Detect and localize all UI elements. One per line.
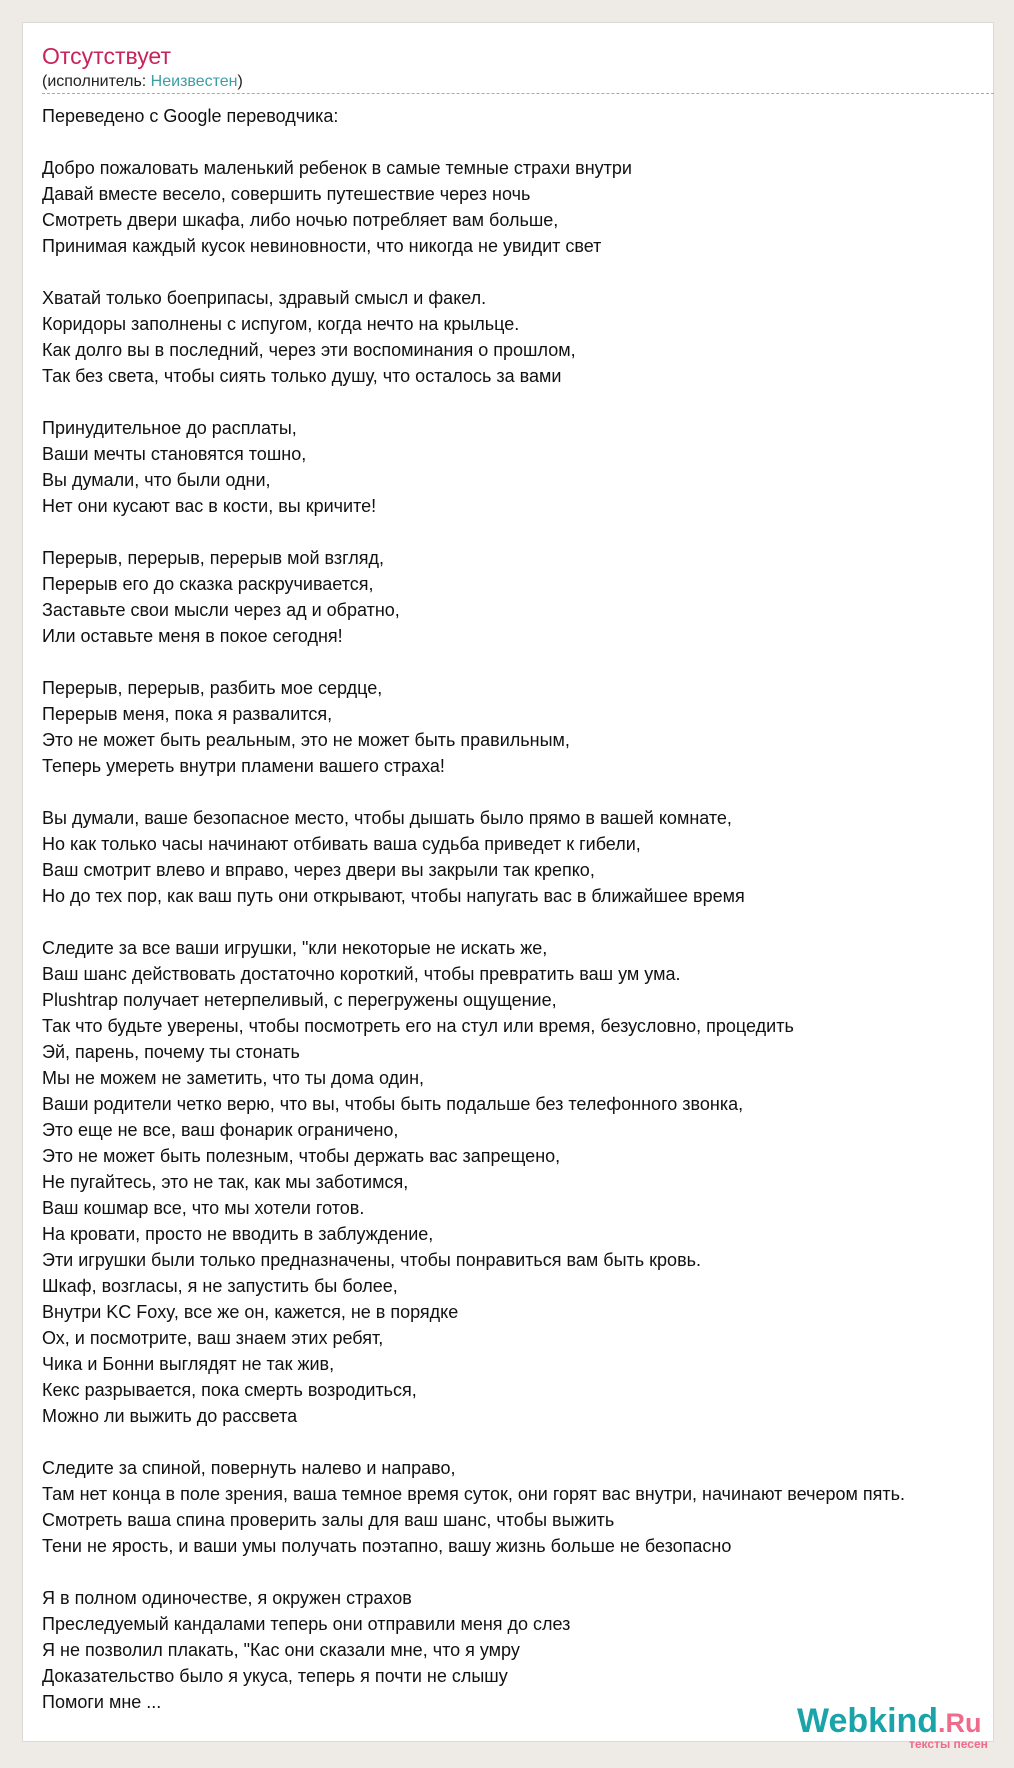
dashed-divider — [42, 93, 994, 94]
song-title: Отсутствует — [42, 43, 171, 69]
site-logo[interactable] — [797, 1702, 988, 1751]
artist-prefix: (исполнитель: — [42, 73, 151, 90]
logo-tagline: тексты песен — [909, 1737, 988, 1751]
logo-name: Webkind — [797, 1702, 939, 1740]
logo-tld: .Ru — [938, 1708, 982, 1738]
lyrics-text: Переведено с Google переводчика: Добро пожаловать маленький ребенок в самые темные страхи внутри Давай вместе весело, совершить путешествие через ночь Смотреть двери шкафа, либо ночью потребляет вам больше, Принимая каждый кусок невиновности, что никогда не увидит свет Хватай только боеприпасы, здравый смысл и факел. Коридоры заполнены с испугом, когда нечто на крыльце. Как долго вы в последний, через эти воспоминания о прошлом, Так без света, чтобы сиять только душу, что осталось за вами Принудительное до расплаты, Ваши мечты становятся тошно, Вы думали, что были одни, Нет они кусают вас в кости, вы кричите! Перерыв, перерыв, перерыв мой взгляд, Перерыв его до сказка раскручивается, Заставьте свои мысли через ад и обратно, Или оставьте меня в покое сегодня! Перерыв, перерыв, разбить мое сердце, Перерыв меня, пока я развалится, Это не может быть реальным, это не может быть правильным, Теперь умереть внутри пламени вашего страха! Вы думали, ваше безопасное место, чтобы дышать было прямо в вашей комнате, Но как только часы начинают отбивать ваша судьба приведет к гибели, Ваш смотрит влево и вправо, через двери вы закрыли так крепко, Но до тех пор, как ваш путь они открывают, чтобы напугать вас в ближайшее время Следите за все ваши игрушки, "кли некоторые не искать же, Ваш шанс действовать достаточно короткий, чтобы превратить ваш ум ума. Plushtrap получает нетерпеливый, с перегружены ощущение, Так что будьте уверены, чтобы посмотреть его на стул или время, безусловно, процедить Эй, парень, почему ты стонать Мы не можем не заметить, что ты дома один, Ваши родители четко верю, что вы, чтобы быть подальше без телефонного звонка, Это еще не все, ваш фонарик ограничено, Это не может быть полезным, чтобы держать вас запрещено, Не пугайтесь, это не так, как мы заботимся, Ваш кошмар все, что мы хотели готов. На кровати, просто не вводить в заблуждение, Эти игрушки были только предназначены, чтобы понравиться вам быть кровь. Шкаф, возгласы, я не запустить бы более, Внутри KC Foxy, все же он, кажется, не в порядке Ох, и посмотрите, ваш знаем этих ребят, Чика и Бонни выглядят не так жив, Кекс разрывается, пока смерть возродиться, Можно ли выжить до рассвета Следите за спиной, повернуть налево и направо, Там нет конца в поле зрения, ваша темное время суток, они горят вас внутри, начинают вечером пять. Смотреть ваша спина проверить залы для ваш шанс, чтобы выжить Тени не ярость, и ваши умы получать поэтапно, вашу жизнь больше не безопасно Я в полном одиночестве, я окружен страхов Преследуемый кандалами теперь они отправили меня до слез Я не позволил плакать, "Кас они сказали мне, что я умру Доказательство было я укуса, теперь я почти не слышу Помоги мне ... — [42, 106, 905, 1712]
artist-line — [42, 72, 243, 92]
artist-link[interactable]: Неизвестен — [150, 73, 238, 90]
artist-suffix: ) — [237, 73, 243, 90]
